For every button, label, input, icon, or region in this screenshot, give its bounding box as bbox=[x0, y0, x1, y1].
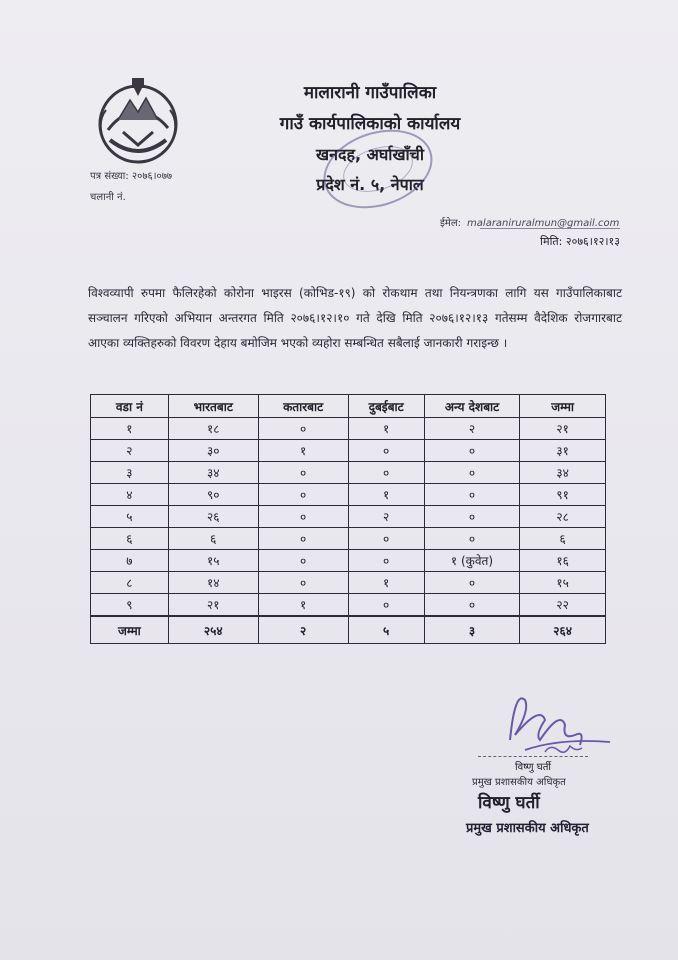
dubai-cell: ० bbox=[348, 594, 424, 617]
header-dubai: दुबईबाट bbox=[348, 395, 424, 418]
notice-paragraph: विश्वव्यापी रुपमा फैलिरहेको कोरोना भाइरस (कोभिड-१९) को रोकथाम तथा नियन्त्रणका लागि यस गाउँपालिकाबाट सञ्चालन गरिएको अभियान अन्तरगत मिति २०७६।१२।१० गते देखि मिति २०७६।१२।१३ गतेसम्म वैदेशिक रोजगारबाट आएका व्यक्तिहरुको विवरण देहाय बमोजिम भएको व्यहोरा सम्बन्धित सबैलाई जानकारी गराइन्छ । bbox=[88, 286, 622, 350]
dispatch-number: चलानी नं. bbox=[90, 192, 126, 203]
signatory-title-small: प्रमुख प्रशासकीय अधिकृत bbox=[472, 777, 566, 788]
india-cell: १५ bbox=[168, 550, 258, 572]
table-row bbox=[91, 572, 606, 594]
table-row bbox=[91, 462, 606, 484]
ward-cell: ४ bbox=[91, 484, 169, 506]
other-cell: ० bbox=[424, 440, 520, 462]
qatar-cell: ० bbox=[258, 462, 348, 484]
qatar-cell: १ bbox=[258, 440, 348, 462]
table-total-row bbox=[91, 616, 606, 644]
qatar-cell: ० bbox=[258, 572, 348, 594]
email-line bbox=[440, 215, 619, 229]
ward-cell: २ bbox=[91, 440, 169, 462]
dubai-cell: ० bbox=[348, 550, 424, 572]
qatar-cell: ० bbox=[258, 506, 348, 528]
ward-cell: ६ bbox=[91, 528, 169, 550]
grand-total-cell: २६४ bbox=[520, 616, 606, 644]
india-cell: २६ bbox=[168, 506, 258, 528]
total-cell: २८ bbox=[520, 506, 606, 528]
other-cell: ० bbox=[424, 506, 520, 528]
table-row bbox=[91, 594, 606, 617]
office-name: गाउँ कार्यपालिकाको कार्यालय bbox=[279, 114, 461, 134]
dubai-cell: ० bbox=[348, 440, 424, 462]
other-cell: ० bbox=[424, 528, 520, 550]
india-cell: १४ bbox=[168, 572, 258, 594]
india-cell: २१ bbox=[168, 594, 258, 617]
table-row bbox=[91, 550, 606, 572]
qatar-total-cell: २ bbox=[258, 616, 348, 644]
signatory-name-small: विष्णु घर्ती bbox=[478, 756, 588, 773]
table-row bbox=[91, 440, 606, 462]
ward-cell: ७ bbox=[91, 550, 169, 572]
ward-cell: ८ bbox=[91, 572, 169, 594]
dubai-cell: ० bbox=[348, 528, 424, 550]
header-india: भारतबाट bbox=[168, 395, 258, 418]
india-cell: ९० bbox=[168, 484, 258, 506]
signatory-name-stamp: विष्णु घर्ती bbox=[478, 793, 540, 813]
ward-cell: ३ bbox=[91, 462, 169, 484]
email-address: malaraniruralmun@gmail.com bbox=[467, 218, 620, 229]
table-row bbox=[91, 506, 606, 528]
total-cell: ३४ bbox=[520, 462, 606, 484]
qatar-cell: ० bbox=[258, 484, 348, 506]
total-cell: ३१ bbox=[520, 440, 606, 462]
qatar-cell: ० bbox=[258, 528, 348, 550]
other-cell: ० bbox=[424, 484, 520, 506]
total-cell: २१ bbox=[520, 418, 606, 440]
india-cell: १८ bbox=[168, 418, 258, 440]
total-cell: २२ bbox=[520, 594, 606, 617]
qatar-cell: १ bbox=[258, 594, 348, 617]
other-cell: ० bbox=[424, 462, 520, 484]
dubai-total-cell: ५ bbox=[348, 616, 424, 644]
office-location: खनदह, अर्घाखाँची bbox=[316, 145, 424, 164]
province-line: प्रदेश नं. ५, नेपाल bbox=[316, 175, 424, 194]
returnee-table bbox=[90, 394, 606, 644]
letter-date: मिति: २०७६।१२।१३ bbox=[480, 228, 620, 249]
india-cell: ३४ bbox=[168, 462, 258, 484]
nepal-emblem-icon bbox=[88, 70, 188, 170]
table-row bbox=[91, 528, 606, 550]
reference-number: पत्र संख्या: २०७६।०७७ bbox=[90, 171, 173, 182]
dubai-cell: १ bbox=[348, 572, 424, 594]
qatar-cell: ० bbox=[258, 550, 348, 572]
total-cell: ६ bbox=[520, 528, 606, 550]
table-row bbox=[91, 418, 606, 440]
municipality-name: मालारानी गाउँपालिका bbox=[303, 83, 437, 103]
india-cell: ३० bbox=[168, 440, 258, 462]
qatar-cell: ० bbox=[258, 418, 348, 440]
dubai-cell: २ bbox=[348, 506, 424, 528]
other-cell: २ bbox=[424, 418, 520, 440]
india-total-cell: २५४ bbox=[168, 616, 258, 644]
header-ward: वडा नं bbox=[91, 395, 169, 418]
total-cell: १६ bbox=[520, 550, 606, 572]
table-header-row bbox=[91, 395, 606, 418]
header-total: जम्मा bbox=[520, 395, 606, 418]
total-cell: ९१ bbox=[520, 484, 606, 506]
other-cell: १ (कुवेत) bbox=[424, 550, 520, 572]
dubai-cell: १ bbox=[348, 484, 424, 506]
table-row bbox=[91, 484, 606, 506]
signatory-title-stamp: प्रमुख प्रशासकीय अधिकृत bbox=[466, 821, 589, 836]
other-total-cell: ३ bbox=[424, 616, 520, 644]
ward-cell: १ bbox=[91, 418, 169, 440]
india-cell: ६ bbox=[168, 528, 258, 550]
other-cell: ० bbox=[424, 594, 520, 617]
dubai-cell: ० bbox=[348, 462, 424, 484]
ward-cell: ९ bbox=[91, 594, 169, 617]
dubai-cell: १ bbox=[348, 418, 424, 440]
email-label: ईमेल: bbox=[440, 218, 462, 229]
other-cell: ० bbox=[424, 572, 520, 594]
header-other-country: अन्य देशबाट bbox=[424, 395, 520, 418]
total-label-cell: जम्मा bbox=[91, 616, 169, 644]
header-qatar: कतारबाट bbox=[258, 395, 348, 418]
total-cell: १५ bbox=[520, 572, 606, 594]
ward-cell: ५ bbox=[91, 506, 169, 528]
